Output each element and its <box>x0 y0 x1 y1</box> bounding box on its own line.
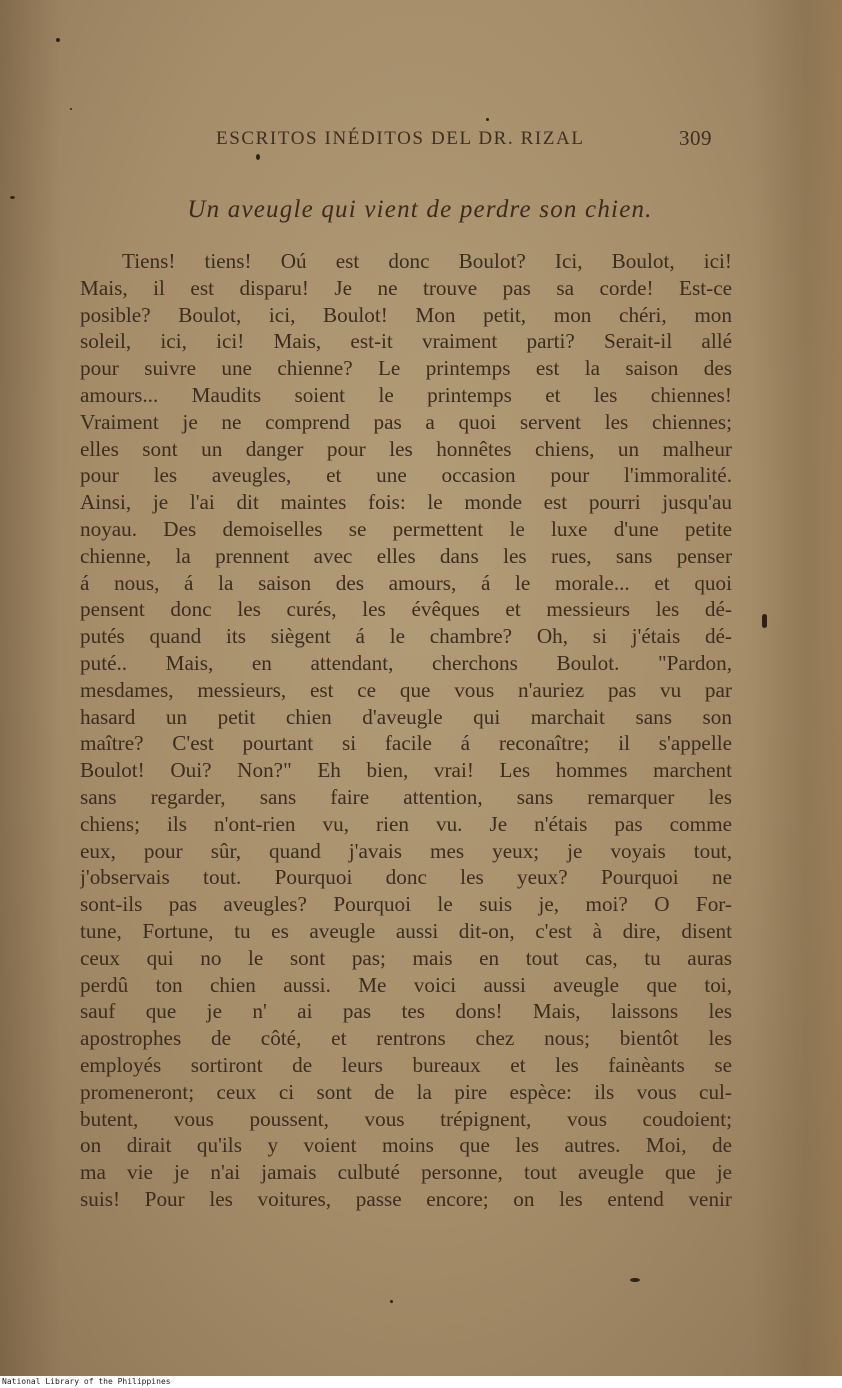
text-line: putés quand its siègent á le chambre? Oh, si j'étais dé- <box>80 624 732 649</box>
text-line: on dirait qu'ils y voient moins que les autres. Moi, de <box>80 1133 732 1158</box>
running-head <box>216 128 712 154</box>
text-line: mesdames, messieurs, est ce que vous n'auriez pas vu par <box>80 677 732 702</box>
text-line: butent, vous poussent, vous trépignent, vous coudoient; <box>80 1106 732 1131</box>
text-line: sont-ils pas aveugles? Pourquoi le suis je, moi? O For- <box>80 892 732 917</box>
page-number: 309 <box>679 126 712 150</box>
text-line: apostrophes de côté, et rentrons chez nous; bientôt les <box>80 1026 732 1051</box>
ink-speck <box>70 108 72 110</box>
page-shadow-left <box>0 0 60 1376</box>
ink-speck <box>390 1300 393 1303</box>
text-line: chienne, la prennent avec elles dans les rues, sans penser <box>80 543 732 568</box>
text-line: Ainsi, je l'ai dit maintes fois: le monde est pourri jusqu'au <box>80 490 732 515</box>
text-line: Mais, il est disparu! Je ne trouve pas sa corde! Est-ce <box>80 275 732 300</box>
text-line: j'observais tout. Pourquoi donc les yeux? Pourquoi ne <box>80 865 732 890</box>
text-line: tune, Fortune, tu es aveugle aussi dit-on, c'est à dire, disent <box>80 918 732 943</box>
text-line: suis! Pour les voitures, passe encore; on les entend venir <box>80 1186 732 1211</box>
page-shadow-right <box>752 0 842 1376</box>
text-line: elles sont un danger pour les honnêtes chiens, un malheur <box>80 436 732 461</box>
text-line: Boulot! Oui? Non?" Eh bien, vrai! Les hommes marchent <box>80 758 732 783</box>
text-line: pensent donc les curés, les évêques et messieurs les dé- <box>80 597 732 622</box>
ink-speck <box>762 614 767 628</box>
text-line: noyau. Des demoiselles se permettent le luxe d'une petite <box>80 516 732 541</box>
text-line: puté.. Mais, en attendant, cherchons Boulot. "Pardon, <box>80 650 732 675</box>
text-line: sauf que je n' ai pas tes dons! Mais, laissons les <box>80 999 732 1024</box>
text-line: Tiens! tiens! Oú est donc Boulot? Ici, Boulot, ici! <box>122 249 732 273</box>
chapter-title: Un aveugle qui vient de perdre son chien. <box>187 196 653 223</box>
running-title: ESCRITOS INÉDITOS DEL DR. RIZAL <box>216 128 585 149</box>
text-line: ma vie je n'ai jamais culbuté personne, tout aveugle que je <box>80 1160 732 1185</box>
body-text <box>80 248 732 1213</box>
ink-speck <box>630 1278 640 1282</box>
library-credit: National Library of the Philippines <box>0 1376 842 1388</box>
ink-speck <box>10 196 15 199</box>
text-line: soleil, ici, ici! Mais, est-it vraiment parti? Serait-il allé <box>80 329 732 354</box>
text-line: promeneront; ceux ci sont de la pire espèce: ils vous cul- <box>80 1079 732 1104</box>
text-line: á nous, á la saison des amours, á le morale... et quoi <box>80 570 732 595</box>
ink-speck <box>56 38 60 42</box>
text-line: employés sortiront de leurs bureaux et les fainèants se <box>80 1052 732 1077</box>
text-line: maître? C'est pourtant si facile á reconaître; il s'appelle <box>80 731 732 756</box>
text-line: ceux qui no le sont pas; mais en tout cas, tu auras <box>80 945 732 970</box>
text-line: eux, pour sûr, quand j'avais mes yeux; je voyais tout, <box>80 838 732 863</box>
ink-speck <box>486 118 489 121</box>
text-line: pour suivre une chienne? Le printemps est la saison des <box>80 356 732 381</box>
text-line: posible? Boulot, ici, Boulot! Mon petit, mon chéri, mon <box>80 302 732 327</box>
text-line: amours... Maudits soient le printemps et les chiennes! <box>80 382 732 407</box>
text-line: perdû ton chien aussi. Me voici aussi aveugle que toi, <box>80 972 732 997</box>
text-line: hasard un petit chien d'aveugle qui marchait sans son <box>80 704 732 729</box>
ink-speck <box>256 154 260 160</box>
text-line: chiens; ils n'ont-rien vu, rien vu. Je n'étais pas comme <box>80 811 732 836</box>
text-line: pour les aveugles, et une occasion pour l'immoralité. <box>80 463 732 488</box>
text-line: sans regarder, sans faire attention, sans remarquer les <box>80 784 732 809</box>
text-line: Vraiment je ne comprend pas a quoi servent les chiennes; <box>80 409 732 434</box>
